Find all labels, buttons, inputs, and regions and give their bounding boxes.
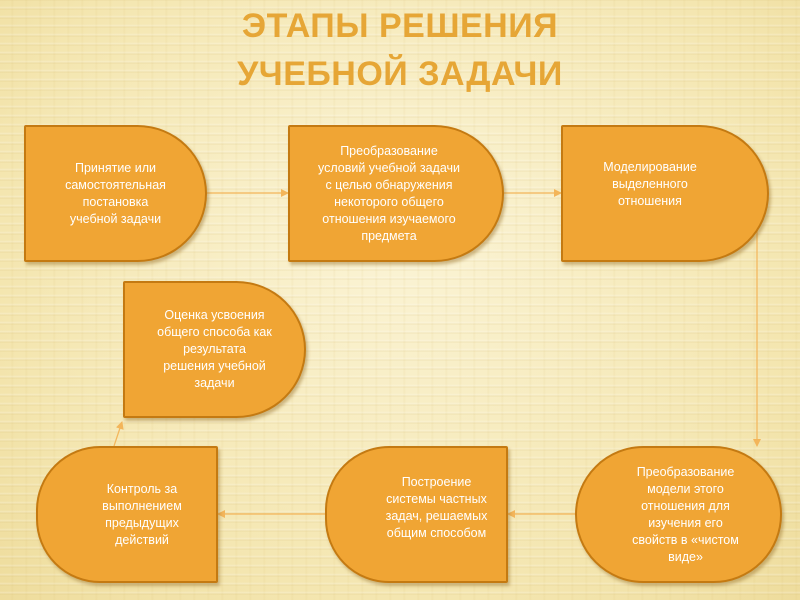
- title-line-2: УЧЕБНОЙ ЗАДАЧИ: [237, 55, 563, 93]
- step-control: [36, 446, 218, 583]
- step-system-construction-label: Построение системы частных задач, решаемых общим способом: [385, 474, 488, 540]
- step-transformation-conditions-label: Преобразование условий учебной задачи с целью обнаружения некоторого общего отношения изучаемого предмета: [317, 143, 461, 243]
- step-assessment: [123, 281, 306, 418]
- connector-control-to-assessment: [114, 422, 122, 446]
- step-system-construction: [325, 446, 508, 583]
- step-assessment-label: Оценка усвоения общего способа как результата решения учебной задачи: [157, 308, 272, 390]
- step-control-label: Контроль за выполнением предыдущих действий: [102, 481, 182, 547]
- step-acceptance: [24, 125, 207, 262]
- step-modeling-label: Моделирование выделенного отношения: [603, 160, 697, 208]
- step-acceptance-label: Принятие или самостоятельная постановка учебной задачи: [65, 160, 166, 226]
- step-modeling: [561, 125, 769, 262]
- step-transformation-conditions: [288, 125, 504, 262]
- step-transformation-model-label: Преобразование модели этого отношения для изучения его свойств в «чистом виде»: [632, 464, 739, 564]
- step-transformation-model: [575, 446, 782, 583]
- title-line-1: ЭТАПЫ РЕШЕНИЯ: [241, 7, 559, 45]
